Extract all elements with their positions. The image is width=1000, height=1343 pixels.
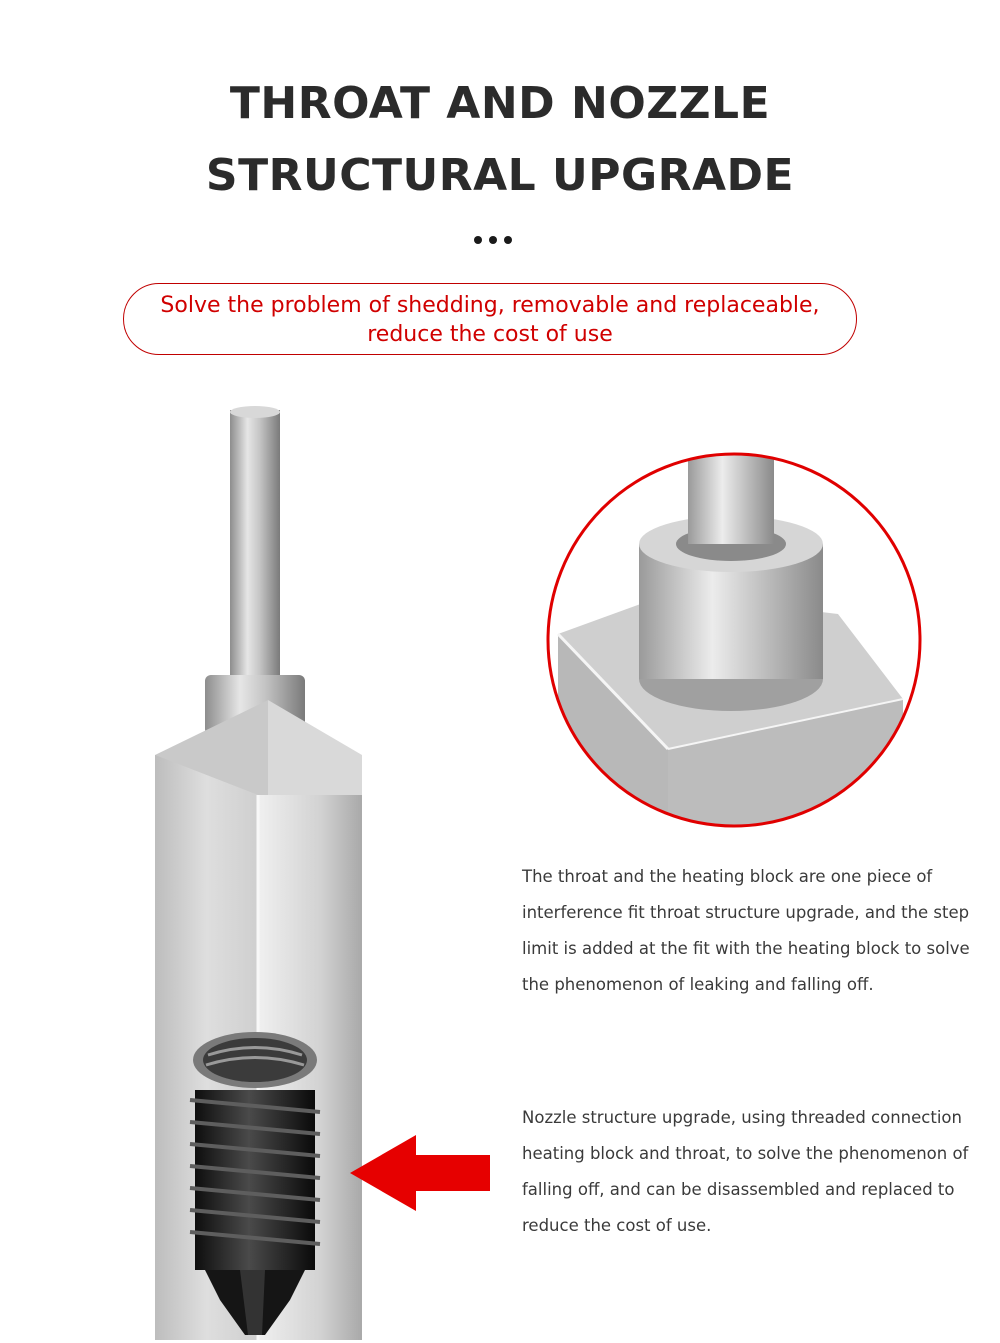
subtitle-line-2: reduce the cost of use xyxy=(367,322,613,347)
nozzle-description: Nozzle structure upgrade, using threaded connection heating block and throat, to solve the phenomenon of falling off, and can be disassembled and replaced to reduce the cost of use. xyxy=(522,1108,969,1235)
magnified-detail-circle xyxy=(538,444,930,836)
subtitle-line-1: Solve the problem of shedding, removable and replaceable, xyxy=(160,293,820,318)
page-title-line-2: STRUCTURAL UPGRADE xyxy=(205,150,795,201)
page-title-line-1: THROAT AND NOZZLE xyxy=(229,78,771,129)
subtitle-banner xyxy=(123,283,857,355)
throat-tube xyxy=(230,410,280,685)
three-dots-icon xyxy=(474,229,526,241)
throat-description: The throat and the heating block are one piece of interference fit throat structure upgrade, and the step limit is added at the fit with the heating block to solve the phenomenon of leaking and falling off. xyxy=(522,867,970,994)
red-arrow-left-icon xyxy=(350,1135,490,1215)
